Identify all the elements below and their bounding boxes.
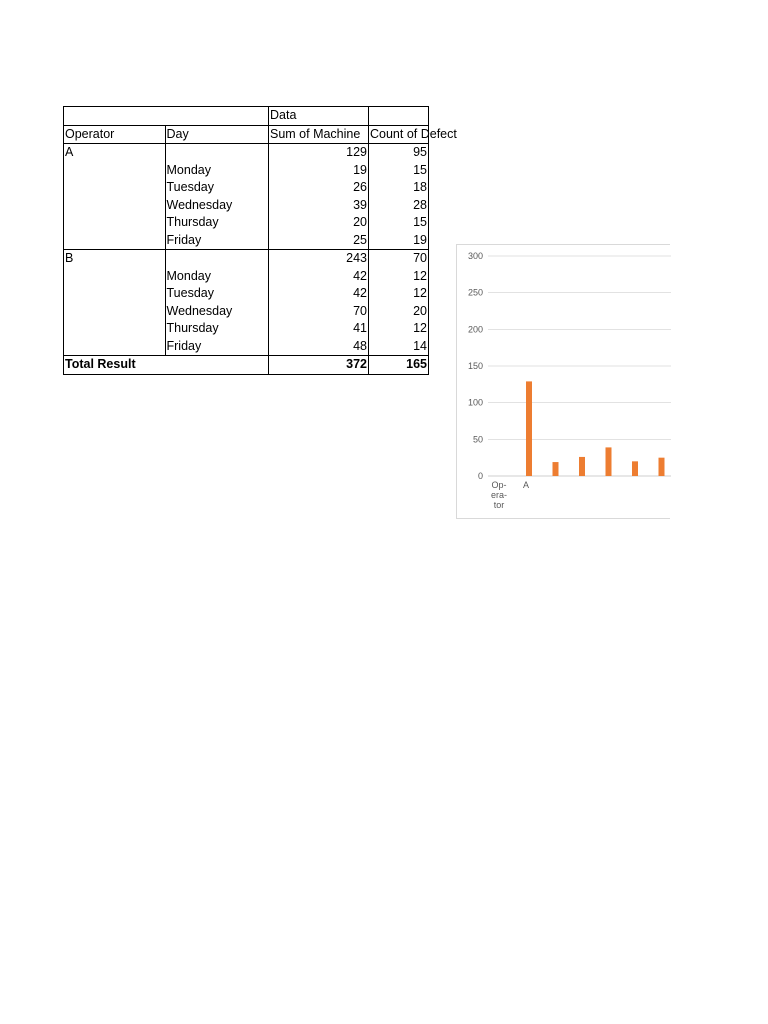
count-cell[interactable]: 15 <box>369 162 429 180</box>
operator-cell[interactable] <box>64 162 166 180</box>
total-sum-cell[interactable]: 372 <box>269 356 369 375</box>
sum-cell[interactable]: 19 <box>269 162 369 180</box>
bar[interactable] <box>553 462 559 476</box>
chart-svg <box>457 245 671 520</box>
bar[interactable] <box>526 381 532 476</box>
header-count-of-defect-label: Count of Defect <box>370 126 457 141</box>
operator-cell[interactable] <box>64 303 166 321</box>
operator-cell[interactable]: B <box>65 251 74 266</box>
count-cell[interactable]: 95 <box>369 144 429 162</box>
operator-cell[interactable] <box>64 285 166 303</box>
bar[interactable] <box>579 457 585 476</box>
sum-cell[interactable]: 42 <box>269 285 369 303</box>
day-cell[interactable]: Tuesday <box>165 179 269 197</box>
pivot-row <box>64 303 429 321</box>
pivot-table <box>63 106 457 375</box>
x-axis-field-label: tor <box>493 500 505 510</box>
operator-cell[interactable] <box>64 338 166 356</box>
pivot-row <box>64 214 429 232</box>
y-tick-label: 100 <box>467 397 483 408</box>
y-tick-label: 150 <box>467 361 483 371</box>
sum-cell[interactable]: 48 <box>269 338 369 356</box>
count-cell[interactable]: 12 <box>369 268 429 286</box>
operator-cell[interactable] <box>64 197 166 215</box>
sum-cell[interactable]: 41 <box>269 320 369 338</box>
operator-cell[interactable] <box>64 232 166 250</box>
operator-cell[interactable] <box>64 214 166 232</box>
total-label-cell[interactable]: Total Result <box>65 357 136 372</box>
sum-cell[interactable]: 243 <box>269 250 369 268</box>
y-tick-label: 250 <box>467 287 483 298</box>
count-cell[interactable]: 19 <box>369 232 429 250</box>
x-axis-field-label: era- <box>490 490 508 500</box>
count-cell[interactable]: 70 <box>369 250 429 268</box>
total-count-cell[interactable]: 165 <box>369 356 429 375</box>
count-cell[interactable]: 18 <box>369 179 429 197</box>
sum-cell[interactable]: 42 <box>269 268 369 286</box>
y-tick-label: 0 <box>477 471 483 481</box>
day-cell[interactable]: Thursday <box>165 320 269 338</box>
day-cell[interactable]: Tuesday <box>165 285 269 303</box>
count-cell[interactable]: 14 <box>369 338 429 356</box>
data-header-cell[interactable]: Data <box>269 107 369 126</box>
pivot-row <box>64 268 429 286</box>
empty-cell[interactable] <box>165 107 269 126</box>
bar[interactable] <box>659 458 665 476</box>
header-day[interactable]: Day <box>165 125 269 144</box>
pivot-row <box>64 285 429 303</box>
y-tick-label: 200 <box>467 324 483 335</box>
day-cell[interactable]: Friday <box>165 338 269 356</box>
pivot-row <box>64 179 429 197</box>
operator-cell[interactable]: A <box>65 145 74 160</box>
header-count-of-defect[interactable] <box>369 125 457 144</box>
bar-chart[interactable] <box>456 244 670 519</box>
sum-cell[interactable]: 26 <box>269 179 369 197</box>
count-cell[interactable]: 12 <box>369 285 429 303</box>
pivot-row <box>64 162 429 180</box>
y-tick-label: 50 <box>472 434 483 445</box>
bar[interactable] <box>606 447 612 476</box>
pivot-row <box>64 320 429 338</box>
pivot-subtotal-row <box>64 144 429 162</box>
operator-cell[interactable] <box>64 268 166 286</box>
day-cell[interactable] <box>165 250 269 268</box>
day-cell[interactable] <box>165 144 269 162</box>
y-tick-label: 300 <box>467 251 483 261</box>
count-cell[interactable]: 20 <box>369 303 429 321</box>
sum-cell[interactable]: 70 <box>269 303 369 321</box>
operator-cell[interactable] <box>64 179 166 197</box>
x-axis-field-label: Op- <box>491 480 507 490</box>
day-cell[interactable]: Wednesday <box>165 303 269 321</box>
operator-cell[interactable] <box>64 320 166 338</box>
sum-cell[interactable]: 20 <box>269 214 369 232</box>
day-cell[interactable]: Monday <box>165 268 269 286</box>
pivot-row <box>64 232 429 250</box>
header-operator[interactable]: Operator <box>65 126 115 141</box>
pivot-subtotal-row <box>64 250 429 268</box>
sum-cell[interactable]: 25 <box>269 232 369 250</box>
header-sum-of-machine[interactable]: Sum of Machine <box>269 125 369 144</box>
x-category-label: A <box>522 480 530 490</box>
count-cell[interactable]: 12 <box>369 320 429 338</box>
day-cell[interactable]: Friday <box>165 232 269 250</box>
count-cell[interactable]: 15 <box>369 214 429 232</box>
sum-cell[interactable]: 39 <box>269 197 369 215</box>
pivot-total-row <box>64 356 429 375</box>
empty-cell[interactable] <box>369 107 429 126</box>
day-cell[interactable]: Wednesday <box>165 197 269 215</box>
pivot-row <box>64 338 429 356</box>
empty-cell[interactable] <box>64 107 166 126</box>
sum-cell[interactable]: 129 <box>269 144 369 162</box>
day-cell[interactable]: Monday <box>165 162 269 180</box>
day-cell[interactable]: Thursday <box>165 214 269 232</box>
count-cell[interactable]: 28 <box>369 197 429 215</box>
pivot-row <box>64 197 429 215</box>
bar[interactable] <box>632 461 638 476</box>
